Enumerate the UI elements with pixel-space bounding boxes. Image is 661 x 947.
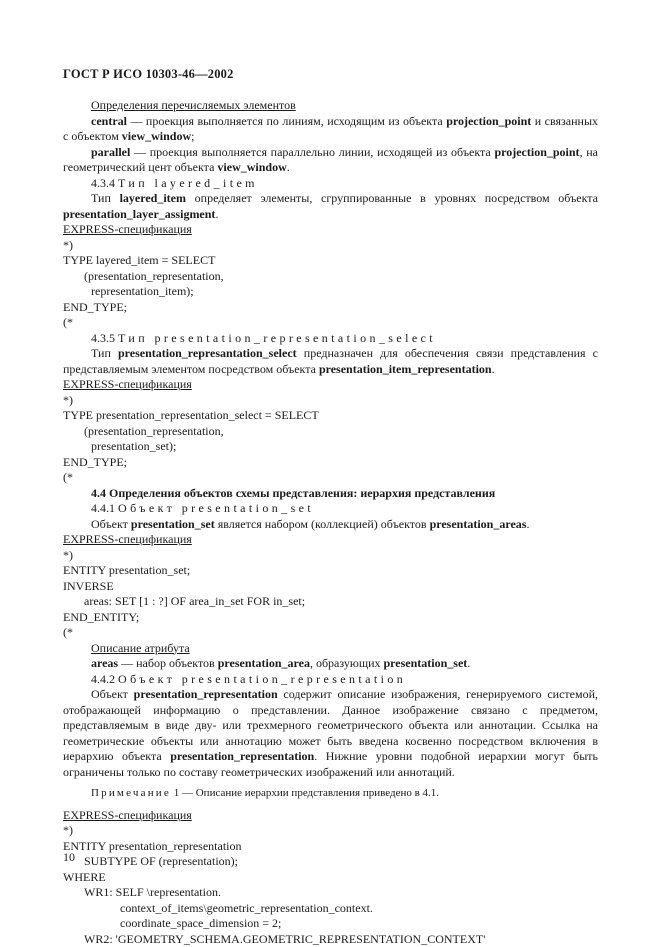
code-line: END_TYPE; — [63, 455, 598, 471]
code-line: (presentation_representation, — [63, 424, 598, 440]
page-header: ГОСТ Р ИСО 10303-46—2002 — [63, 67, 234, 83]
code-line: WR2: 'GEOMETRY_SCHEMA.GEOMETRIC_REPRESENTATION_CONTEXT' — [63, 932, 598, 947]
section-4-3-4-text: Тип layered_item определяет элементы, сгруппированные в уровнях посредством объекта presentation_layer_assigment. — [63, 191, 598, 222]
section-4-4-1-text: Объект presentation_set является набором (коллекцией) объектов presentation_areas. — [63, 517, 598, 533]
attribute-heading: Описание атрибута — [63, 641, 598, 657]
code-line: WR1: SELF \representation. — [63, 885, 598, 901]
express-label: EXPRESS-спецификация — [63, 377, 598, 393]
code-close: (* — [63, 315, 598, 331]
code-close: (* — [63, 625, 598, 641]
code-line: coordinate_space_dimension = 2; — [63, 916, 598, 932]
code-line: representation_item); — [63, 284, 598, 300]
code-line: TYPE layered_item = SELECT — [63, 253, 598, 269]
page-number: 10 — [63, 850, 75, 866]
code-line: context_of_items\geometric_representation_context. — [63, 901, 598, 917]
section-4-4-2-text: Объект presentation_representation содержит описание изображения, генерируемого системой, отображающей информацию о представлении. Данное изображение связано с предметом, представляемым в виде дву- или трехмерного геометрического объекта или аннотации. Ссылка на геометрические объекты или аннотацию может быть введена косвенно посредством включения в иерархию объекта presentation_representation. Нижние уровни подобной иерархии могут быть ограничены только по составу геометрических изображений или аннотаций. — [63, 687, 598, 780]
code-line: (presentation_representation, — [63, 269, 598, 285]
code-open: *) — [63, 393, 598, 409]
express-label: EXPRESS-спецификация — [63, 532, 598, 548]
code-line: presentation_set); — [63, 439, 598, 455]
express-label: EXPRESS-спецификация — [63, 808, 598, 824]
code-open: *) — [63, 823, 598, 839]
note: Примечание 1 — Описание иерархии представления приведено в 4.1. — [63, 786, 598, 802]
code-line: INVERSE — [63, 579, 598, 595]
areas-definition: areas — набор объектов presentation_area, образующих presentation_set. — [63, 656, 598, 672]
code-open: *) — [63, 238, 598, 254]
code-line: areas: SET [1 : ?] OF area_in_set FOR in_set; — [63, 594, 598, 610]
parallel-definition: parallel — проекция выполняется параллельно линии, исходящей из объекта projection_point, на геометрический цент объекта view_window. — [63, 145, 598, 176]
central-definition: central — проекция выполняется по линиям, исходящим из объекта projection_point и связанных с объектом view_window; — [63, 114, 598, 145]
section-4-4-heading: 4.4 Определения объектов схемы представления: иерархия представления — [63, 486, 598, 502]
code-line: TYPE presentation_representation_select = SELECT — [63, 408, 598, 424]
section-4-4-2-heading: 4.4.2 Объект presentation_representation — [63, 672, 598, 688]
code-line: END_TYPE; — [63, 300, 598, 316]
code-line: ENTITY presentation_representation — [63, 839, 598, 855]
code-open: *) — [63, 548, 598, 564]
express-label: EXPRESS-спецификация — [63, 222, 598, 238]
code-close: (* — [63, 470, 598, 486]
section-4-3-5-heading: 4.3.5 Тип presentation_representation_select — [63, 331, 598, 347]
code-line: ENTITY presentation_set; — [63, 563, 598, 579]
section-4-3-5-text: Тип presentation_represantation_select предназначен для обеспечения связи представления с представляемым элементом посредством объекта presentation_item_representation. — [63, 346, 598, 377]
code-line: WHERE — [63, 870, 598, 886]
section-4-4-1-heading: 4.4.1 Объект presentation_set — [63, 501, 598, 517]
code-line: SUBTYPE OF (representation); — [63, 854, 598, 870]
page-content — [63, 98, 598, 947]
code-line: END_ENTITY; — [63, 610, 598, 626]
section-4-3-4-heading: 4.3.4 Тип layered_item — [63, 176, 598, 192]
enum-heading: Определения перечисляемых элементов — [63, 98, 598, 114]
